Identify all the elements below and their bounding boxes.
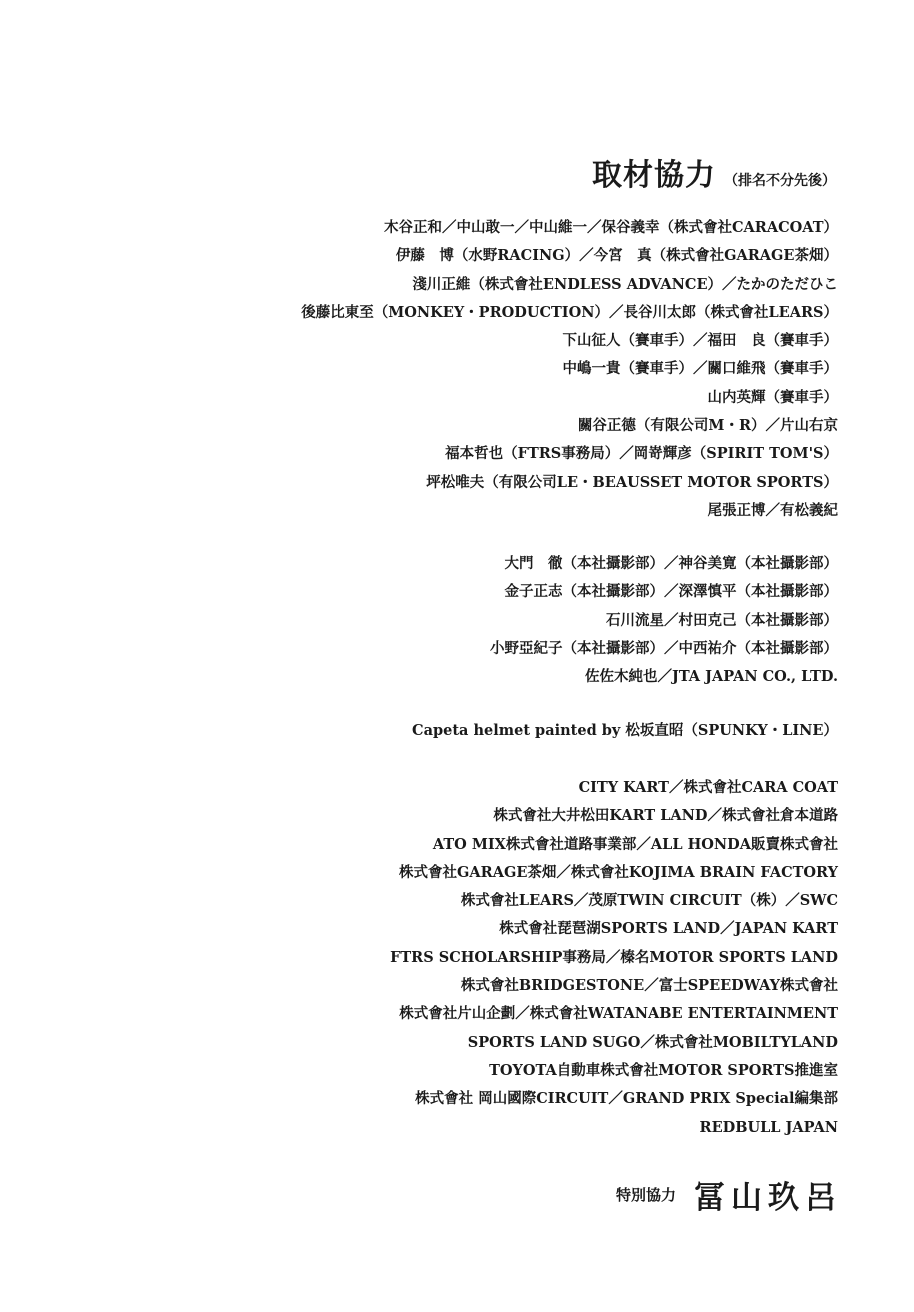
credit-line: SPORTS LAND SUGO／株式會社MOBILTYLAND [467,1033,838,1051]
heading-title: 取材協力 [592,158,716,193]
special-thanks-label: 特別協力 [615,1186,676,1204]
special-thanks [616,1172,842,1217]
photography-contributors-list [490,550,838,691]
credit-line: 後藤比東至（MONKEY・PRODUCTION）／長谷川太郎（株式會社LEARS） [301,303,838,321]
credit-line: 株式會社片山企劃／株式會社WATANABE ENTERTAINMENT [399,1005,838,1023]
credit-line: 淺川正維（株式會社ENDLESS ADVANCE）／たかのただひこ [412,275,838,293]
credit-line: 株式會社BRIDGESTONE／富士SPEEDWAY株式會社 [460,977,838,995]
credit-line: 株式會社大井松田KART LAND／株式會社倉本道路 [493,807,838,825]
credit-line: 尾張正博／有松義紀 [707,501,838,519]
helmet-credit-line: Capeta helmet painted by 松坂直昭（SPUNKY・LINE） [412,722,838,739]
credit-line: 下山征人（賽車手）／福田 良（賽車手） [562,332,838,350]
credit-line: 福本哲也（FTRS事務局）／岡嵜輝彦（SPIRIT TOM'S） [445,445,838,463]
credit-line: 株式會社 岡山國際CIRCUIT／GRAND PRIX Special編集部 [415,1090,838,1108]
credit-line: 伊藤 博（水野RACING）／今宮 真（株式會社GARAGE茶畑） [395,247,838,265]
credit-line: 金子正志（本社攝影部）／深澤慎平（本社攝影部） [504,583,838,601]
special-thanks-name: 冨山玖呂 [694,1180,842,1216]
credit-line: ATO MIX株式會社道路事業部／ALL HONDA販賣株式會社 [432,835,838,853]
credit-line: 株式會社GARAGE茶畑／株式會社KOJIMA BRAIN FACTORY [399,863,838,881]
credit-line: 株式會社琵琶湖SPORTS LAND／JAPAN KART [499,920,838,938]
credit-line: 株式會社LEARS／茂原TWIN CIRCUIT（株）／SWC [460,892,838,910]
credit-line: TOYOTA自動車株式會社MOTOR SPORTS推進室 [489,1061,838,1079]
credit-line: REDBULL JAPAN [699,1118,838,1136]
credit-line: 木谷正和／中山敢一／中山維一／保谷義幸（株式會社CARACOAT） [383,219,838,236]
helmet-credit [412,717,838,745]
credit-line: 中嶋一貴（賽車手）／關口維飛（賽車手） [562,360,838,378]
credit-line: 石川流星／村田克己（本社攝影部） [606,611,838,629]
credits-heading [592,150,836,194]
credit-line: CITY KART／株式會社CARA COAT [578,779,838,796]
credit-line: FTRS SCHOLARSHIP事務局／榛名MOTOR SPORTS LAND [390,948,838,966]
credit-line: 山内英輝（賽車手） [707,388,838,406]
credit-line: 小野亞紀子（本社攝影部）／中西祐介（本社攝影部） [490,639,838,657]
credit-line: 關谷正德（有限公司M・R）／片山右京 [577,417,838,435]
heading-note: （排名不分先後） [724,173,836,189]
individual-contributors-list [301,214,838,525]
organization-contributors-list [390,774,838,1142]
credit-line: 大門 徹（本社攝影部）／神谷美寛（本社攝影部） [504,555,838,572]
credit-line: 佐佐木純也／JTA JAPAN CO., LTD. [584,668,838,686]
credit-line: 坪松唯夫（有限公司LE・BEAUSSET MOTOR SPORTS） [426,473,838,491]
